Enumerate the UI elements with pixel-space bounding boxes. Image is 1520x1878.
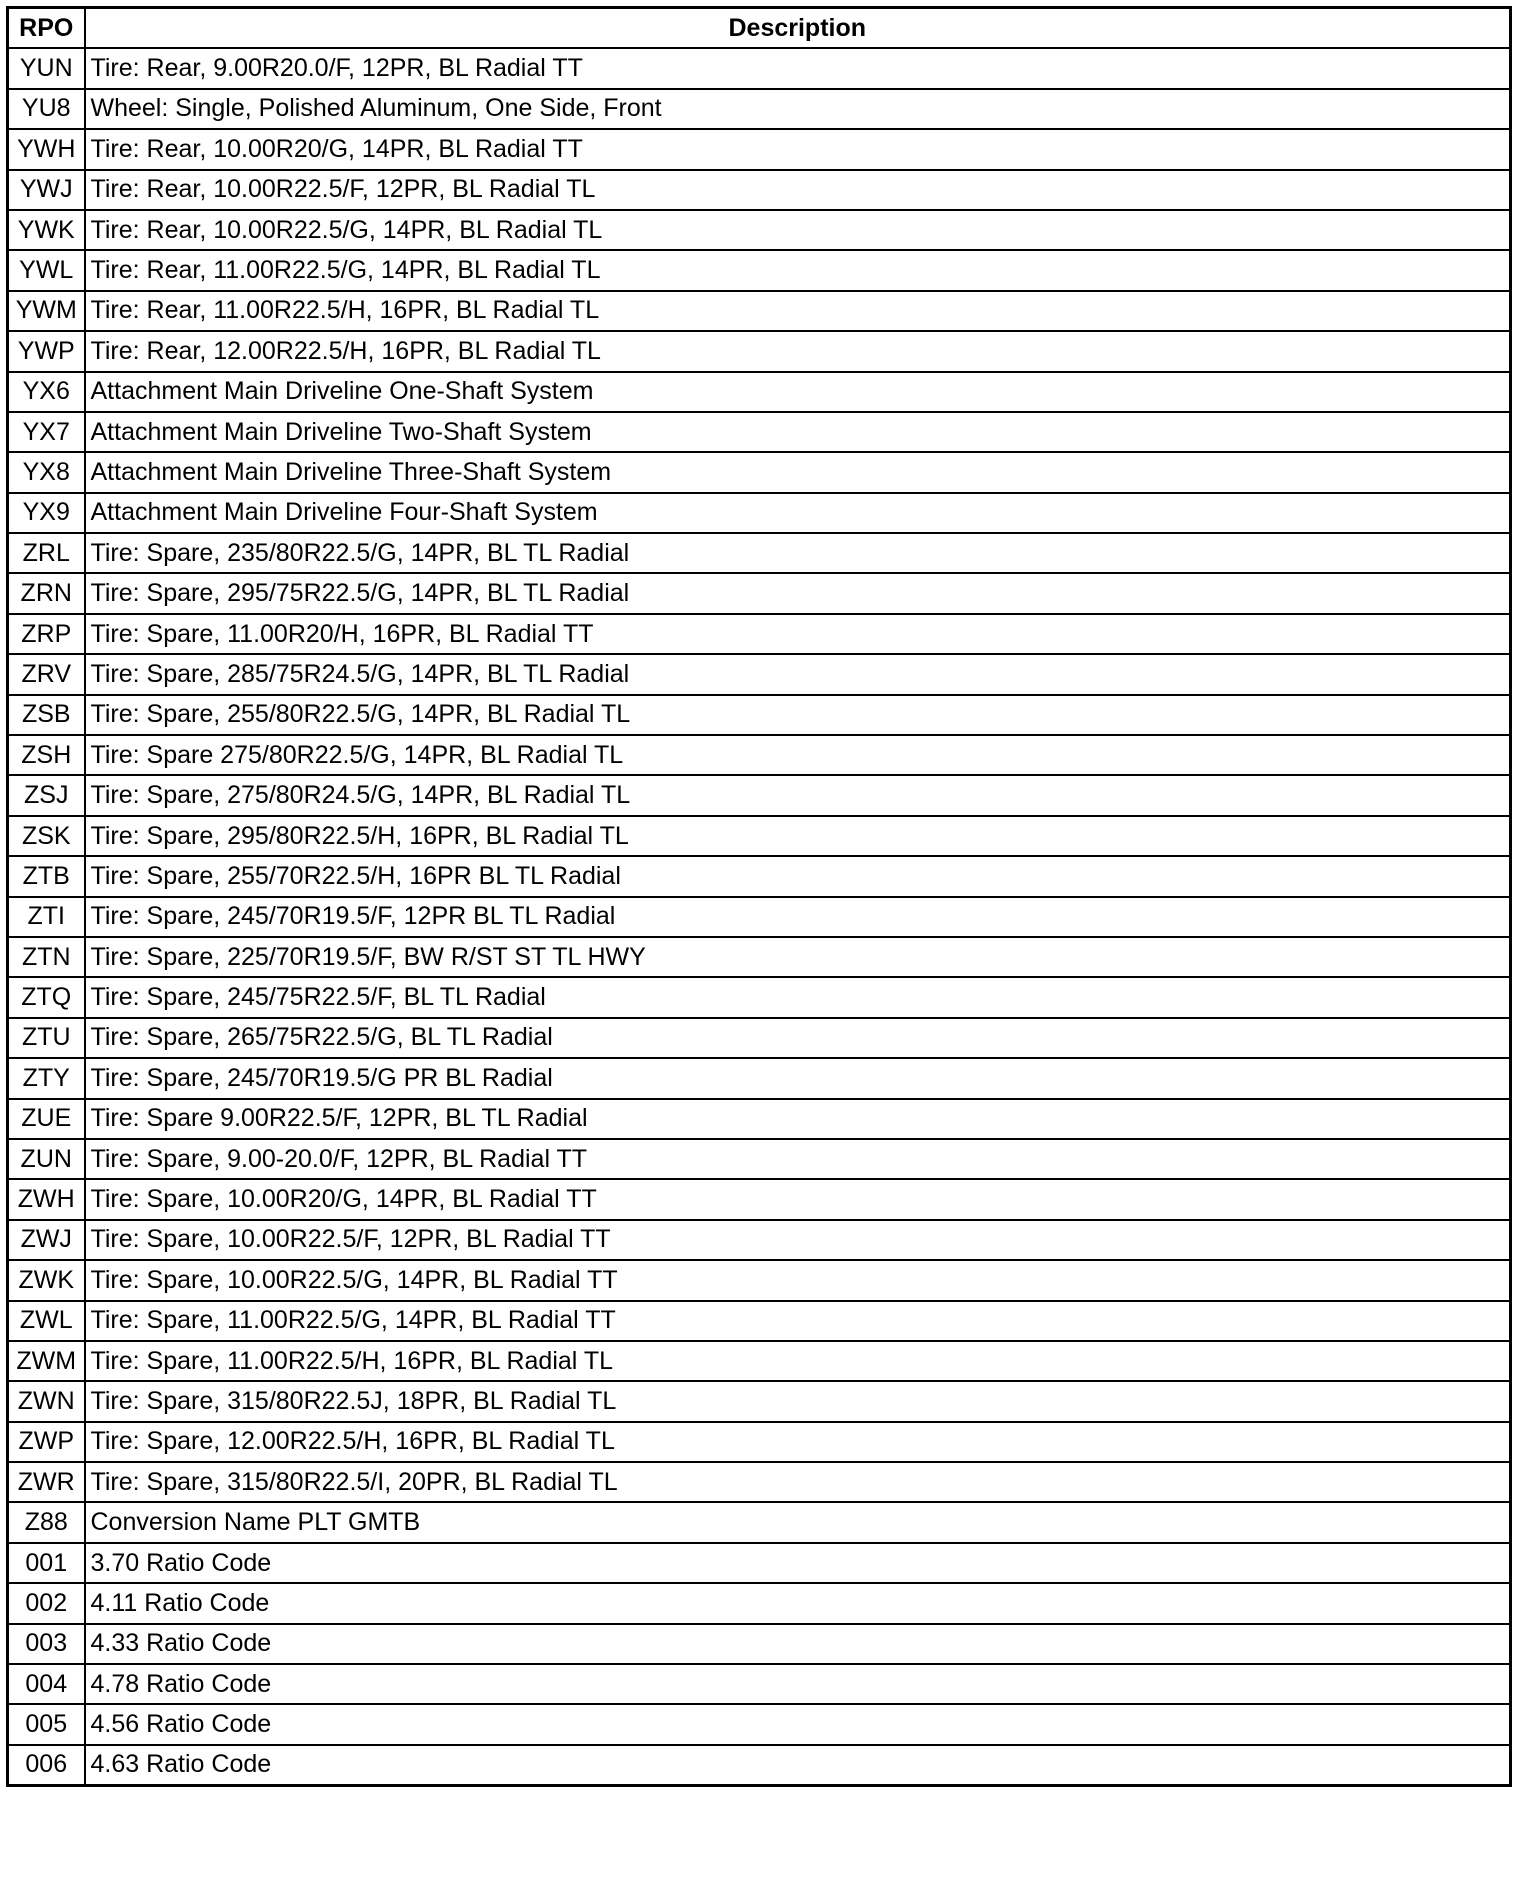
table-row [8, 1704, 1511, 1744]
description-cell: Attachment Main Driveline One-Shaft System [85, 372, 1511, 412]
rpo-code-cell: ZRP [8, 614, 85, 654]
table-row [8, 89, 1511, 129]
description-cell: Tire: Spare, 315/80R22.5J, 18PR, BL Radial TL [85, 1381, 1511, 1421]
description-cell: Tire: Spare, 245/70R19.5/G PR BL Radial [85, 1058, 1511, 1098]
description-cell: Tire: Spare, 295/75R22.5/G, 14PR, BL TL Radial [85, 573, 1511, 613]
description-cell: 4.78 Ratio Code [85, 1664, 1511, 1704]
rpo-code-cell: 004 [8, 1664, 85, 1704]
table-row [8, 1179, 1511, 1219]
table-row [8, 1220, 1511, 1260]
table-row [8, 1341, 1511, 1381]
rpo-code-cell: ZSK [8, 816, 85, 856]
header-row [8, 8, 1511, 49]
rpo-code-cell: ZTN [8, 937, 85, 977]
table-row [8, 493, 1511, 533]
table-row [8, 250, 1511, 290]
rpo-code-cell: ZSB [8, 695, 85, 735]
rpo-code-cell: 003 [8, 1624, 85, 1664]
description-cell: Attachment Main Driveline Three-Shaft System [85, 452, 1511, 492]
rpo-code-cell: ZTU [8, 1018, 85, 1058]
table-row [8, 48, 1511, 88]
description-cell: Tire: Spare, 315/80R22.5/I, 20PR, BL Radial TL [85, 1462, 1511, 1502]
description-cell: Tire: Spare, 11.00R22.5/H, 16PR, BL Radial TL [85, 1341, 1511, 1381]
table-row [8, 1260, 1511, 1300]
table-row [8, 533, 1511, 573]
description-cell: Tire: Rear, 9.00R20.0/F, 12PR, BL Radial TT [85, 48, 1511, 88]
rpo-code-cell: YWH [8, 129, 85, 169]
column-header-rpo: RPO [8, 8, 85, 49]
rpo-code-cell: ZWR [8, 1462, 85, 1502]
rpo-code-cell: ZTB [8, 856, 85, 896]
description-cell: Tire: Spare, 275/80R24.5/G, 14PR, BL Radial TL [85, 775, 1511, 815]
rpo-code-cell: ZTY [8, 1058, 85, 1098]
rpo-code-cell: YWP [8, 331, 85, 371]
table-row [8, 1422, 1511, 1462]
rpo-code-cell: ZUE [8, 1099, 85, 1139]
description-cell: Tire: Spare, 9.00-20.0/F, 12PR, BL Radial TT [85, 1139, 1511, 1179]
table-row [8, 452, 1511, 492]
description-cell: Tire: Spare, 285/75R24.5/G, 14PR, BL TL Radial [85, 654, 1511, 694]
table-row [8, 1624, 1511, 1664]
description-cell: Tire: Rear, 12.00R22.5/H, 16PR, BL Radial TL [85, 331, 1511, 371]
description-cell: Tire: Spare, 265/75R22.5/G, BL TL Radial [85, 1018, 1511, 1058]
table-row [8, 1381, 1511, 1421]
table-row [8, 937, 1511, 977]
table-row [8, 1018, 1511, 1058]
description-cell: 4.11 Ratio Code [85, 1583, 1511, 1623]
rpo-code-cell: YU8 [8, 89, 85, 129]
table-row [8, 170, 1511, 210]
description-cell: Tire: Rear, 10.00R22.5/G, 14PR, BL Radial TL [85, 210, 1511, 250]
rpo-code-cell: YWK [8, 210, 85, 250]
rpo-code-cell: ZSJ [8, 775, 85, 815]
description-cell: Tire: Spare, 255/70R22.5/H, 16PR BL TL Radial [85, 856, 1511, 896]
rpo-code-cell: YWL [8, 250, 85, 290]
description-cell: Tire: Spare, 10.00R20/G, 14PR, BL Radial TT [85, 1179, 1511, 1219]
rpo-code-cell: ZWM [8, 1341, 85, 1381]
table-row [8, 654, 1511, 694]
rpo-code-cell: Z88 [8, 1502, 85, 1542]
description-cell: Conversion Name PLT GMTB [85, 1502, 1511, 1542]
rpo-code-cell: YX6 [8, 372, 85, 412]
rpo-code-cell: ZWP [8, 1422, 85, 1462]
table-row [8, 977, 1511, 1017]
table-row [8, 1462, 1511, 1502]
rpo-code-cell: YX9 [8, 493, 85, 533]
table-row [8, 735, 1511, 775]
description-cell: Wheel: Single, Polished Aluminum, One Side, Front [85, 89, 1511, 129]
rpo-code-cell: ZWH [8, 1179, 85, 1219]
description-cell: 4.56 Ratio Code [85, 1704, 1511, 1744]
description-cell: Tire: Spare, 11.00R20/H, 16PR, BL Radial TT [85, 614, 1511, 654]
rpo-code-cell: ZWN [8, 1381, 85, 1421]
table-row [8, 1139, 1511, 1179]
description-cell: Tire: Rear, 11.00R22.5/G, 14PR, BL Radial TL [85, 250, 1511, 290]
rpo-code-cell: ZWK [8, 1260, 85, 1300]
table-row [8, 1099, 1511, 1139]
description-cell: Tire: Spare, 295/80R22.5/H, 16PR, BL Radial TL [85, 816, 1511, 856]
table-row [8, 331, 1511, 371]
column-header-description: Description [85, 8, 1511, 49]
table-body [8, 48, 1511, 1785]
description-cell: 3.70 Ratio Code [85, 1543, 1511, 1583]
table-row [8, 412, 1511, 452]
rpo-code-cell: YWM [8, 291, 85, 331]
table-row [8, 1583, 1511, 1623]
description-cell: Tire: Spare, 235/80R22.5/G, 14PR, BL TL Radial [85, 533, 1511, 573]
table-row [8, 614, 1511, 654]
table-row [8, 210, 1511, 250]
table-row [8, 1502, 1511, 1542]
description-cell: 4.63 Ratio Code [85, 1745, 1511, 1786]
rpo-code-cell: YX8 [8, 452, 85, 492]
rpo-code-cell: 005 [8, 1704, 85, 1744]
table-row [8, 129, 1511, 169]
description-cell: Tire: Spare, 11.00R22.5/G, 14PR, BL Radial TT [85, 1301, 1511, 1341]
table-row [8, 291, 1511, 331]
description-cell: Tire: Rear, 11.00R22.5/H, 16PR, BL Radial TL [85, 291, 1511, 331]
rpo-code-cell: ZWL [8, 1301, 85, 1341]
table-row [8, 573, 1511, 613]
rpo-code-cell: 002 [8, 1583, 85, 1623]
description-cell: Tire: Spare 9.00R22.5/F, 12PR, BL TL Radial [85, 1099, 1511, 1139]
table-row [8, 695, 1511, 735]
table-row [8, 775, 1511, 815]
rpo-code-cell: YUN [8, 48, 85, 88]
description-cell: Tire: Spare, 10.00R22.5/G, 14PR, BL Radial TT [85, 1260, 1511, 1300]
rpo-code-cell: 006 [8, 1745, 85, 1786]
description-cell: Tire: Spare, 245/75R22.5/F, BL TL Radial [85, 977, 1511, 1017]
rpo-code-cell: ZRV [8, 654, 85, 694]
description-cell: Tire: Spare, 12.00R22.5/H, 16PR, BL Radial TL [85, 1422, 1511, 1462]
description-cell: 4.33 Ratio Code [85, 1624, 1511, 1664]
rpo-code-cell: ZTI [8, 897, 85, 937]
rpo-code-cell: ZRL [8, 533, 85, 573]
description-cell: Tire: Spare 275/80R22.5/G, 14PR, BL Radial TL [85, 735, 1511, 775]
rpo-table [6, 6, 1512, 1787]
description-cell: Attachment Main Driveline Two-Shaft System [85, 412, 1511, 452]
description-cell: Tire: Spare, 10.00R22.5/F, 12PR, BL Radial TT [85, 1220, 1511, 1260]
rpo-code-cell: YX7 [8, 412, 85, 452]
table-row [8, 1543, 1511, 1583]
description-cell: Tire: Spare, 255/80R22.5/G, 14PR, BL Radial TL [85, 695, 1511, 735]
description-cell: Tire: Spare, 225/70R19.5/F, BW R/ST ST TL HWY [85, 937, 1511, 977]
table-row [8, 1301, 1511, 1341]
rpo-code-cell: ZSH [8, 735, 85, 775]
table-row [8, 897, 1511, 937]
rpo-code-cell: ZRN [8, 573, 85, 613]
description-cell: Tire: Rear, 10.00R20/G, 14PR, BL Radial TT [85, 129, 1511, 169]
rpo-code-cell: ZWJ [8, 1220, 85, 1260]
table-row [8, 1058, 1511, 1098]
rpo-code-cell: ZUN [8, 1139, 85, 1179]
rpo-code-cell: YWJ [8, 170, 85, 210]
description-cell: Tire: Spare, 245/70R19.5/F, 12PR BL TL Radial [85, 897, 1511, 937]
rpo-code-cell: 001 [8, 1543, 85, 1583]
table-row [8, 856, 1511, 896]
table-row [8, 372, 1511, 412]
description-cell: Attachment Main Driveline Four-Shaft System [85, 493, 1511, 533]
table-row [8, 816, 1511, 856]
table-header [8, 8, 1511, 49]
description-cell: Tire: Rear, 10.00R22.5/F, 12PR, BL Radial TL [85, 170, 1511, 210]
rpo-code-cell: ZTQ [8, 977, 85, 1017]
table-row [8, 1745, 1511, 1786]
table-row [8, 1664, 1511, 1704]
